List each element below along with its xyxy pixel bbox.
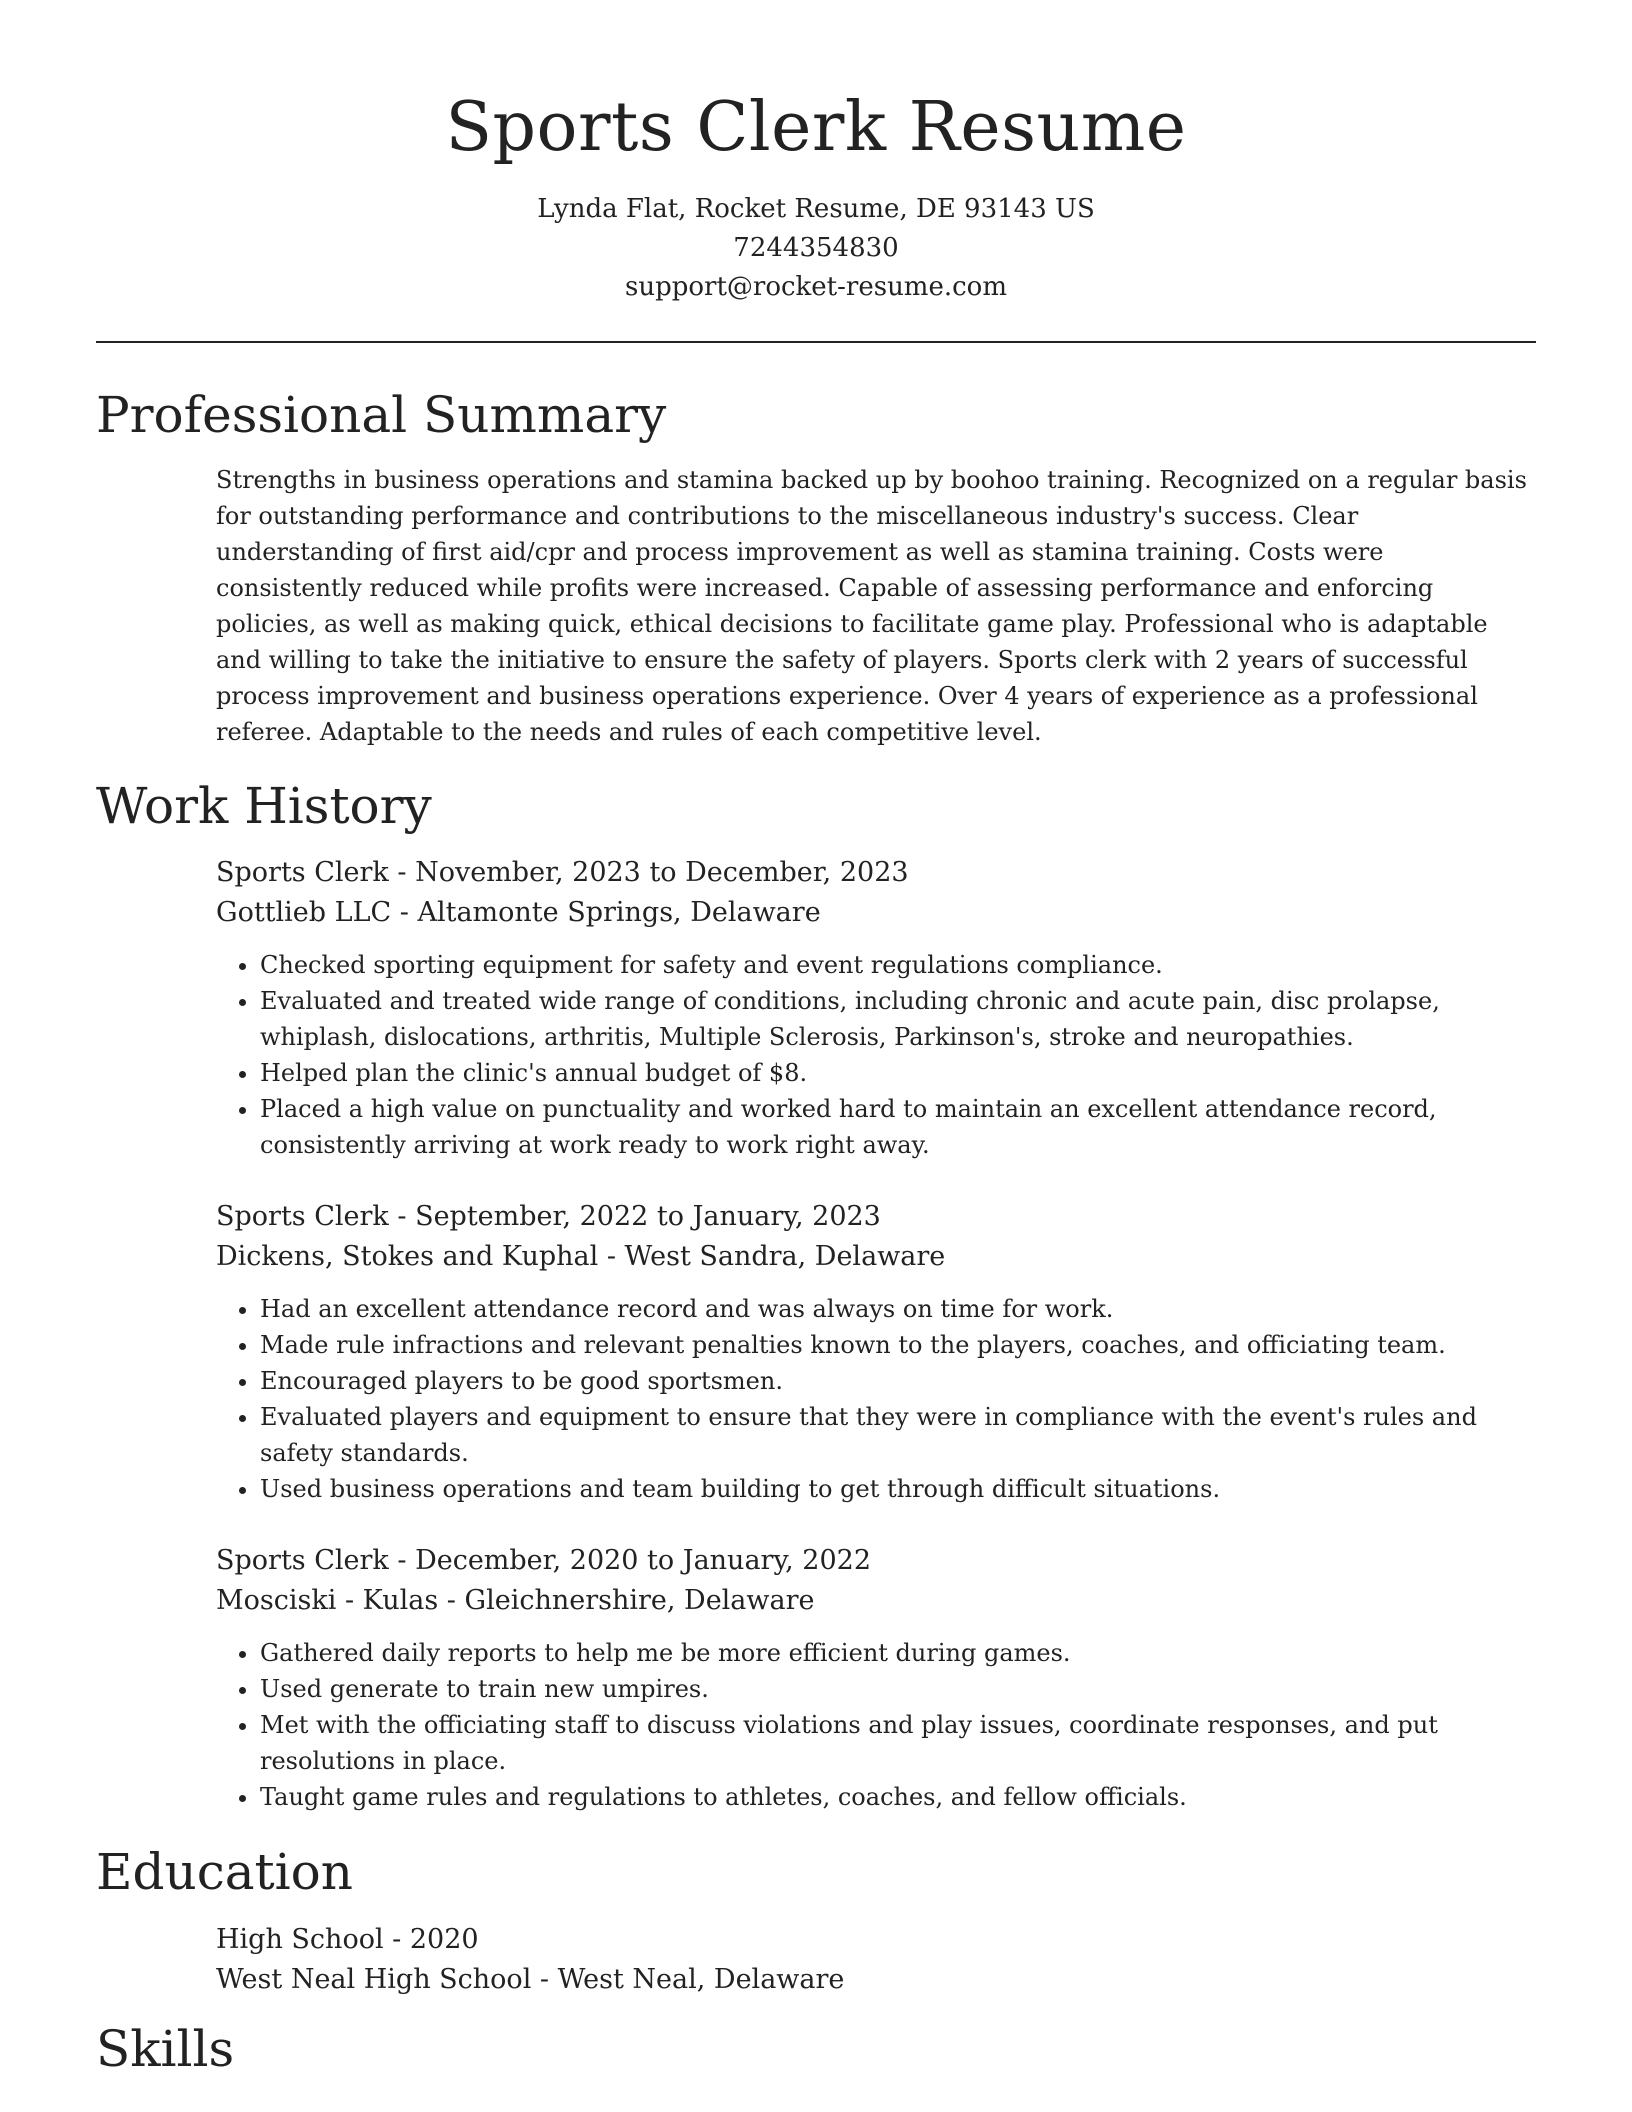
job-company: Gottlieb LLC	[216, 897, 392, 928]
job-company: Mosciski - Kulas	[216, 1585, 439, 1616]
job-dates: - November, 2023 to December, 2023	[388, 857, 909, 888]
education-year: - 2020	[383, 1924, 479, 1955]
job-bullet: • Gathered daily reports to help me be more efficient during games.	[260, 1635, 1536, 1671]
job-bullet: • Evaluated and treated wide range of conditions, including chronic and acute pain, disc prolapse, whiplash, dislocations, arthritis, Multiple Sclerosis, Parkinson's, stroke and neuropathies.	[260, 983, 1536, 1055]
job-company: Dickens, Stokes and Kuphal	[216, 1241, 599, 1272]
job-bullet: • Made rule infractions and relevant penalties known to the players, coaches, and officiating team.	[260, 1327, 1536, 1363]
job-company-line	[216, 1237, 1536, 1277]
contact-address: Lynda Flat, Rocket Resume, DE 93143 US	[537, 194, 1095, 224]
resume-header	[0, 0, 1632, 307]
job-location: - Gleichnershire, Delaware	[438, 1585, 815, 1616]
job-location: - West Sandra, Delaware	[598, 1241, 946, 1272]
job-title: Sports Clerk	[216, 857, 389, 888]
contact-email: support@rocket-resume.com	[624, 272, 1007, 302]
education-school-line	[216, 1960, 1536, 2000]
job-bullet: • Used generate to train new umpires.	[260, 1671, 1536, 1707]
resume-title: Sports Clerk Resume	[445, 88, 1187, 167]
job-dates: - December, 2020 to January, 2022	[388, 1545, 871, 1576]
job-bullet: • Taught game rules and regulations to athletes, coaches, and fellow officials.	[260, 1779, 1536, 1815]
job-dates: - September, 2022 to January, 2023	[388, 1201, 881, 1232]
education-heading: Education	[96, 1843, 353, 1901]
job-bullet: • Placed a high value on punctuality and worked hard to maintain an excellent attendance record, consistently arriving at work ready to work right away.	[260, 1091, 1536, 1163]
job-company-line	[216, 893, 1536, 933]
work-history-heading: Work History	[96, 777, 432, 835]
job-entry	[216, 1541, 1536, 1815]
job-bullets	[216, 1291, 1536, 1507]
job-title-line	[216, 853, 1536, 893]
job-title: Sports Clerk	[216, 1201, 389, 1232]
job-location: - Altamonte Springs, Delaware	[391, 897, 821, 928]
education-entry	[216, 1920, 1536, 2000]
education-school: West Neal High School	[216, 1964, 532, 1995]
education-degree: High School	[216, 1924, 384, 1955]
job-bullet: • Met with the officiating staff to discuss violations and play issues, coordinate responses, and put resolutions in place.	[260, 1707, 1536, 1779]
job-bullet: • Helped plan the clinic's annual budget of $8.	[260, 1055, 1536, 1091]
contact-phone: 7244354830	[733, 233, 899, 263]
job-bullet: • Used business operations and team building to get through difficult situations.	[260, 1471, 1536, 1507]
header-divider	[96, 341, 1536, 343]
job-company-line	[216, 1581, 1536, 1621]
job-entry	[216, 853, 1536, 1163]
job-title-line	[216, 1197, 1536, 1237]
skills-heading: Skills	[96, 2020, 235, 2078]
job-entry	[216, 1197, 1536, 1507]
summary-text: Strengths in business operations and stamina backed up by boohoo training. Recognized on a regular basis for outstanding performance and contributions to the miscellaneous industry's success. Clear understanding of first aid/cpr and process improvement as well as stamina training. Costs were consistently reduced while profits were increased. Capable of assessing performance and enforcing policies, as well as making quick, ethical decisions to facilitate game play. Professional who is adaptable and willing to take the initiative to ensure the safety of players. Sports clerk with 2 years of successful process improvement and business operations experience. Over 4 years of experience as a professional referee. Adaptable to the needs and rules of each competitive level.	[216, 466, 1527, 746]
job-bullet: • Encouraged players to be good sportsmen.	[260, 1363, 1536, 1399]
summary-heading: Professional Summary	[96, 386, 667, 444]
job-title: Sports Clerk	[216, 1545, 389, 1576]
job-bullet: • Evaluated players and equipment to ensure that they were in compliance with the event's rules and safety standards.	[260, 1399, 1536, 1471]
education-degree-line	[216, 1920, 1536, 1960]
job-title-line	[216, 1541, 1536, 1581]
job-bullets	[216, 947, 1536, 1163]
education-location: - West Neal, Delaware	[531, 1964, 845, 1995]
contact-block	[0, 190, 1632, 307]
job-bullets	[216, 1635, 1536, 1815]
job-bullet: • Had an excellent attendance record and was always on time for work.	[260, 1291, 1536, 1327]
job-bullet: • Checked sporting equipment for safety and event regulations compliance.	[260, 947, 1536, 983]
